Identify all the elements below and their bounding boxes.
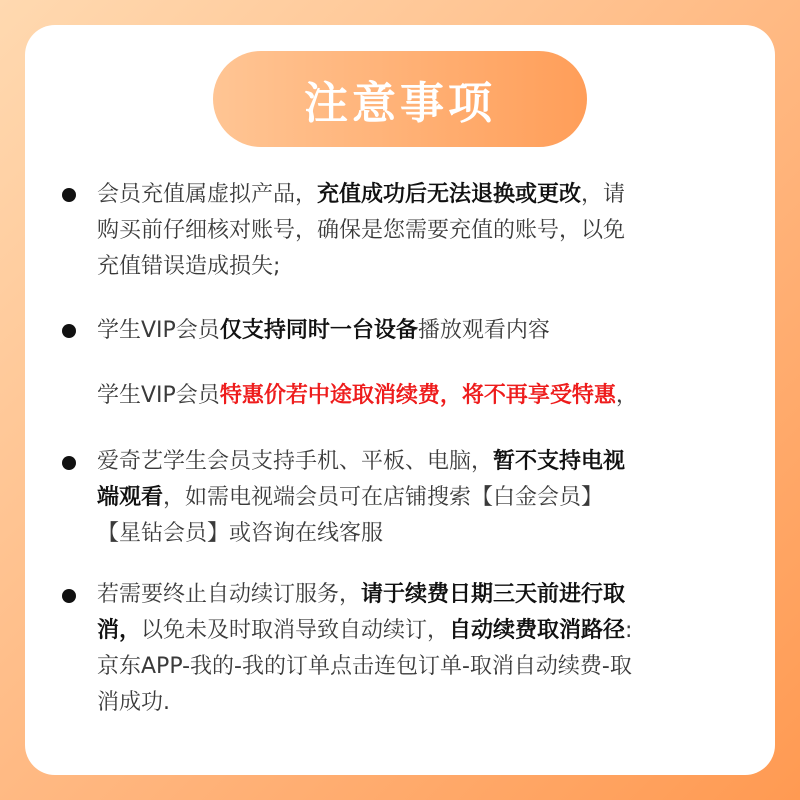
text: ，如需电视端会员可在店铺搜索【白金会员】 (163, 485, 604, 510)
text: 爱奇艺学生会员支持手机、平板、电脑， (97, 449, 494, 474)
text: 若需要终止自动续订服务， (97, 582, 362, 607)
notice-item-2-subnote (97, 378, 737, 414)
notice-item-1 (97, 177, 737, 285)
bullet-1 (62, 188, 76, 202)
emphasis-text: 请于续费日期三天前进行取 (361, 582, 626, 607)
emphasis-text: 端观看 (97, 485, 164, 510)
notice-item-3 (97, 444, 737, 552)
text: 会员充值属虚拟产品， (97, 182, 318, 207)
emphasis-text: 充值成功后无法退换或更改 (317, 182, 582, 207)
warning-text: 特惠价若中途取消续费，将不再享受特惠 (219, 383, 616, 408)
text: 学生VIP会员 (97, 383, 220, 408)
text: ， (615, 383, 638, 408)
text: ，请 (581, 182, 626, 207)
text: : (625, 618, 633, 643)
page-title: 注意事项 (213, 51, 587, 147)
notice-item-4 (97, 577, 737, 721)
text: 京东APP-我的-我的订单点击连包订单-取消自动续费-取 (97, 654, 632, 679)
bullet-3 (62, 456, 76, 470)
emphasis-text: 消， (97, 618, 142, 643)
text: 以免未及时取消导致自动续订， (141, 618, 450, 643)
text: 消成功. (97, 690, 170, 715)
bullet-2 (62, 324, 76, 338)
text: 购买前仔细核对账号，确保是您需要充值的账号，以免 (97, 218, 626, 243)
notice-item-2 (97, 313, 737, 349)
text: 学生VIP会员 (97, 318, 220, 343)
text: 【星钻会员】或咨询在线客服 (97, 521, 384, 546)
text: 充值错误造成损失; (97, 254, 281, 279)
emphasis-text: 暂不支持电视 (493, 449, 626, 474)
bullet-4 (62, 589, 76, 603)
emphasis-text: 仅支持同时一台设备 (219, 318, 418, 343)
text: 播放观看内容 (417, 318, 550, 343)
emphasis-text: 自动续费取消路径 (449, 618, 626, 643)
